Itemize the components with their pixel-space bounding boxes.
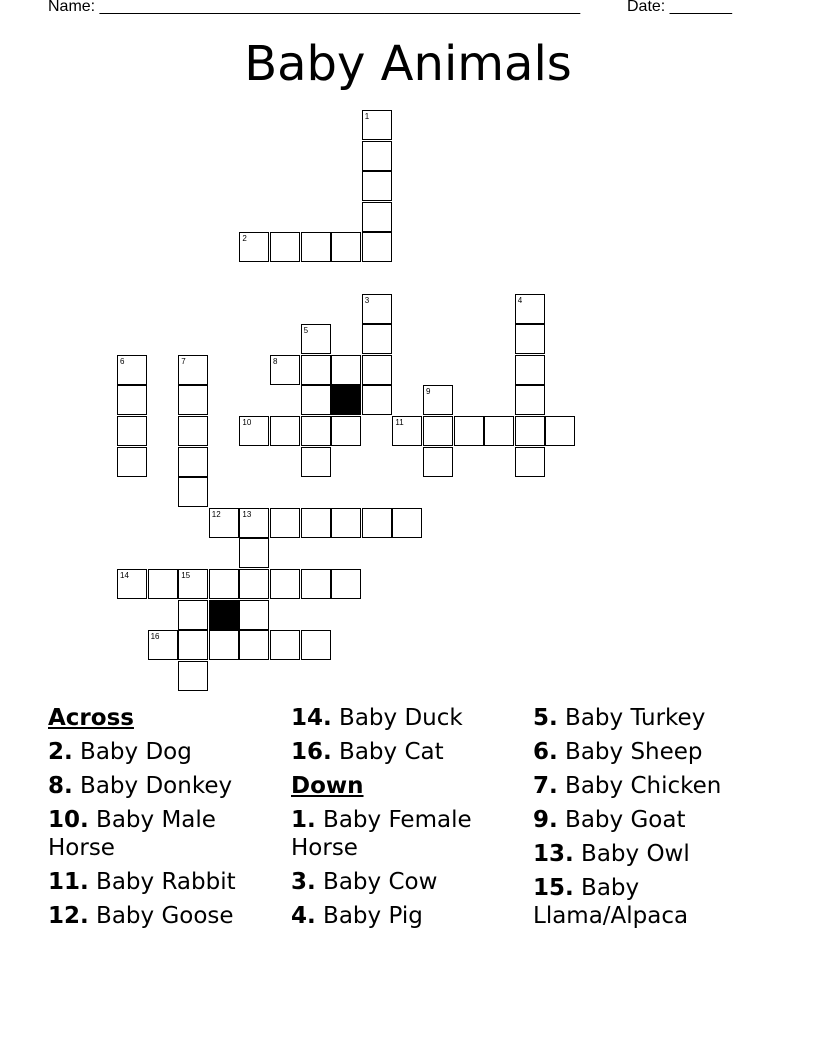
grid-cell[interactable] (301, 232, 331, 262)
clue-number-12: 12 (211, 509, 221, 519)
grid-cell[interactable] (148, 569, 178, 599)
grid-cell[interactable] (362, 385, 392, 415)
grid-cell[interactable] (270, 232, 300, 262)
grid-cell[interactable] (178, 477, 208, 507)
grid-cell[interactable] (392, 508, 422, 538)
clue-number-15: 15 (181, 571, 191, 580)
clue-number-8: 8 (273, 356, 278, 366)
clue-entry (533, 772, 763, 800)
clue-text: Baby Rabbit (88, 869, 236, 895)
grid-cell[interactable] (331, 569, 361, 599)
clue-number: 15. (533, 875, 574, 901)
clue-number-6: 6 (120, 356, 125, 366)
clue-heading-across: Across (48, 705, 134, 731)
grid-cell[interactable] (362, 355, 392, 385)
clue-text: Baby Sheep (557, 739, 703, 765)
clue-number: 2. (48, 739, 73, 765)
grid-cell[interactable] (178, 661, 208, 691)
grid-cell[interactable] (209, 630, 239, 660)
clue-heading-down: Down (291, 773, 364, 799)
clue-number: 8. (48, 773, 73, 799)
clue-number-14: 14 (120, 571, 129, 580)
clue-column-3 (533, 704, 763, 936)
clue-entry (291, 868, 521, 896)
clue-entry (533, 806, 763, 834)
grid-cell[interactable] (515, 385, 545, 415)
clue-number: 3. (291, 869, 316, 895)
grid-cell[interactable] (239, 630, 269, 660)
date-field: Date: _______ (627, 0, 732, 15)
clue-text: Baby Llama/Alpaca (533, 875, 689, 929)
clue-text: Baby Turkey (557, 705, 706, 731)
grid-cell[interactable] (239, 538, 269, 568)
grid-cell[interactable] (484, 416, 514, 446)
clue-number: 1. (291, 807, 316, 833)
grid-cell[interactable] (423, 447, 453, 477)
grid-cell[interactable] (362, 202, 392, 232)
grid-cell[interactable] (301, 355, 331, 385)
grid-cell[interactable] (178, 447, 208, 477)
grid-cell[interactable] (545, 416, 575, 446)
clue-text: Baby Owl (573, 841, 690, 867)
clue-number: 12. (48, 903, 89, 929)
clue-text: Baby Female Horse (291, 807, 472, 861)
clue-number-4: 4 (517, 295, 523, 305)
clue-entry (533, 874, 763, 930)
grid-cell[interactable] (362, 508, 392, 538)
grid-cell[interactable] (117, 385, 147, 415)
clue-entry (291, 902, 521, 930)
grid-cell[interactable] (362, 141, 392, 171)
grid-cell[interactable] (515, 355, 545, 385)
grid-cell[interactable] (515, 416, 545, 446)
grid-cell[interactable] (362, 324, 392, 354)
clue-number-10: 10 (242, 418, 252, 427)
grid-cell[interactable] (117, 447, 147, 477)
clue-number-7: 7 (181, 356, 186, 366)
grid-cell[interactable] (301, 630, 331, 660)
clue-number-5: 5 (303, 326, 309, 336)
clue-number: 7. (533, 773, 558, 799)
clue-column-2 (291, 704, 521, 936)
clue-entry (48, 738, 278, 766)
clue-text: Baby Male Horse (48, 807, 216, 861)
grid-cell[interactable] (209, 569, 239, 599)
clue-number-11: 11 (395, 418, 404, 427)
grid-cell[interactable] (362, 232, 392, 262)
clue-text: Baby Goat (557, 807, 686, 833)
clue-number: 16. (291, 739, 332, 765)
clue-text: Baby Cow (315, 869, 438, 895)
clue-number-9: 9 (426, 387, 431, 397)
clue-entry (48, 868, 278, 896)
grid-cell[interactable] (301, 508, 331, 538)
black-cell (209, 600, 239, 630)
grid-cell[interactable] (331, 508, 361, 538)
clue-text: Baby Pig (315, 903, 423, 929)
clue-number: 13. (533, 841, 574, 867)
clue-entry (48, 772, 278, 800)
clue-text: Baby Cat (331, 739, 444, 765)
grid-cell[interactable] (270, 508, 300, 538)
clue-entry (533, 704, 763, 732)
grid-cell[interactable] (178, 385, 208, 415)
clue-number: 5. (533, 705, 558, 731)
clue-text: Baby Dog (72, 739, 192, 765)
clue-entry (48, 902, 278, 930)
grid-cell[interactable] (117, 416, 147, 446)
grid-cell[interactable] (178, 416, 208, 446)
clue-number-13: 13 (242, 509, 252, 519)
grid-cell[interactable] (239, 600, 269, 630)
clue-number: 6. (533, 739, 558, 765)
clue-number: 9. (533, 807, 558, 833)
clue-text: Baby Donkey (72, 773, 233, 799)
grid-cell[interactable] (331, 416, 361, 446)
grid-cell[interactable] (515, 447, 545, 477)
grid-cell[interactable] (454, 416, 484, 446)
grid-cell[interactable] (301, 385, 331, 415)
grid-cell[interactable] (178, 600, 208, 630)
clue-text: Baby Goose (88, 903, 234, 929)
grid-cell[interactable] (362, 171, 392, 201)
clue-entry (291, 806, 521, 862)
grid-cell[interactable] (331, 355, 361, 385)
clue-entry (533, 840, 763, 868)
clue-entry (533, 738, 763, 766)
clue-number: 11. (48, 869, 89, 895)
clue-number-3: 3 (364, 295, 370, 305)
clue-number: 14. (291, 705, 332, 731)
clue-entry (291, 704, 521, 732)
clue-text: Baby Chicken (557, 773, 722, 799)
grid-cell[interactable] (270, 416, 300, 446)
grid-cell[interactable] (423, 416, 453, 446)
grid-cell[interactable] (515, 324, 545, 354)
puzzle-title: Baby Animals (244, 36, 572, 92)
grid-cell[interactable] (331, 232, 361, 262)
name-field: Name: ______________________________________________________ (48, 0, 581, 15)
clue-text: Baby Duck (331, 705, 463, 731)
grid-cell[interactable] (301, 416, 331, 446)
clue-column-1 (48, 704, 278, 936)
clue-entry (291, 738, 521, 766)
grid-cell[interactable] (301, 569, 331, 599)
clue-entry (48, 806, 278, 862)
clue-number: 4. (291, 903, 316, 929)
clue-number-1: 1 (364, 112, 370, 121)
grid-cell[interactable] (178, 630, 208, 660)
clue-number-16: 16 (150, 632, 160, 642)
grid-cell[interactable] (301, 447, 331, 477)
grid-cell[interactable] (239, 569, 269, 599)
black-cell (331, 385, 361, 415)
grid-cell[interactable] (270, 630, 300, 660)
clue-number: 10. (48, 807, 89, 833)
grid-cell[interactable] (270, 569, 300, 599)
clue-number-2: 2 (242, 234, 247, 244)
